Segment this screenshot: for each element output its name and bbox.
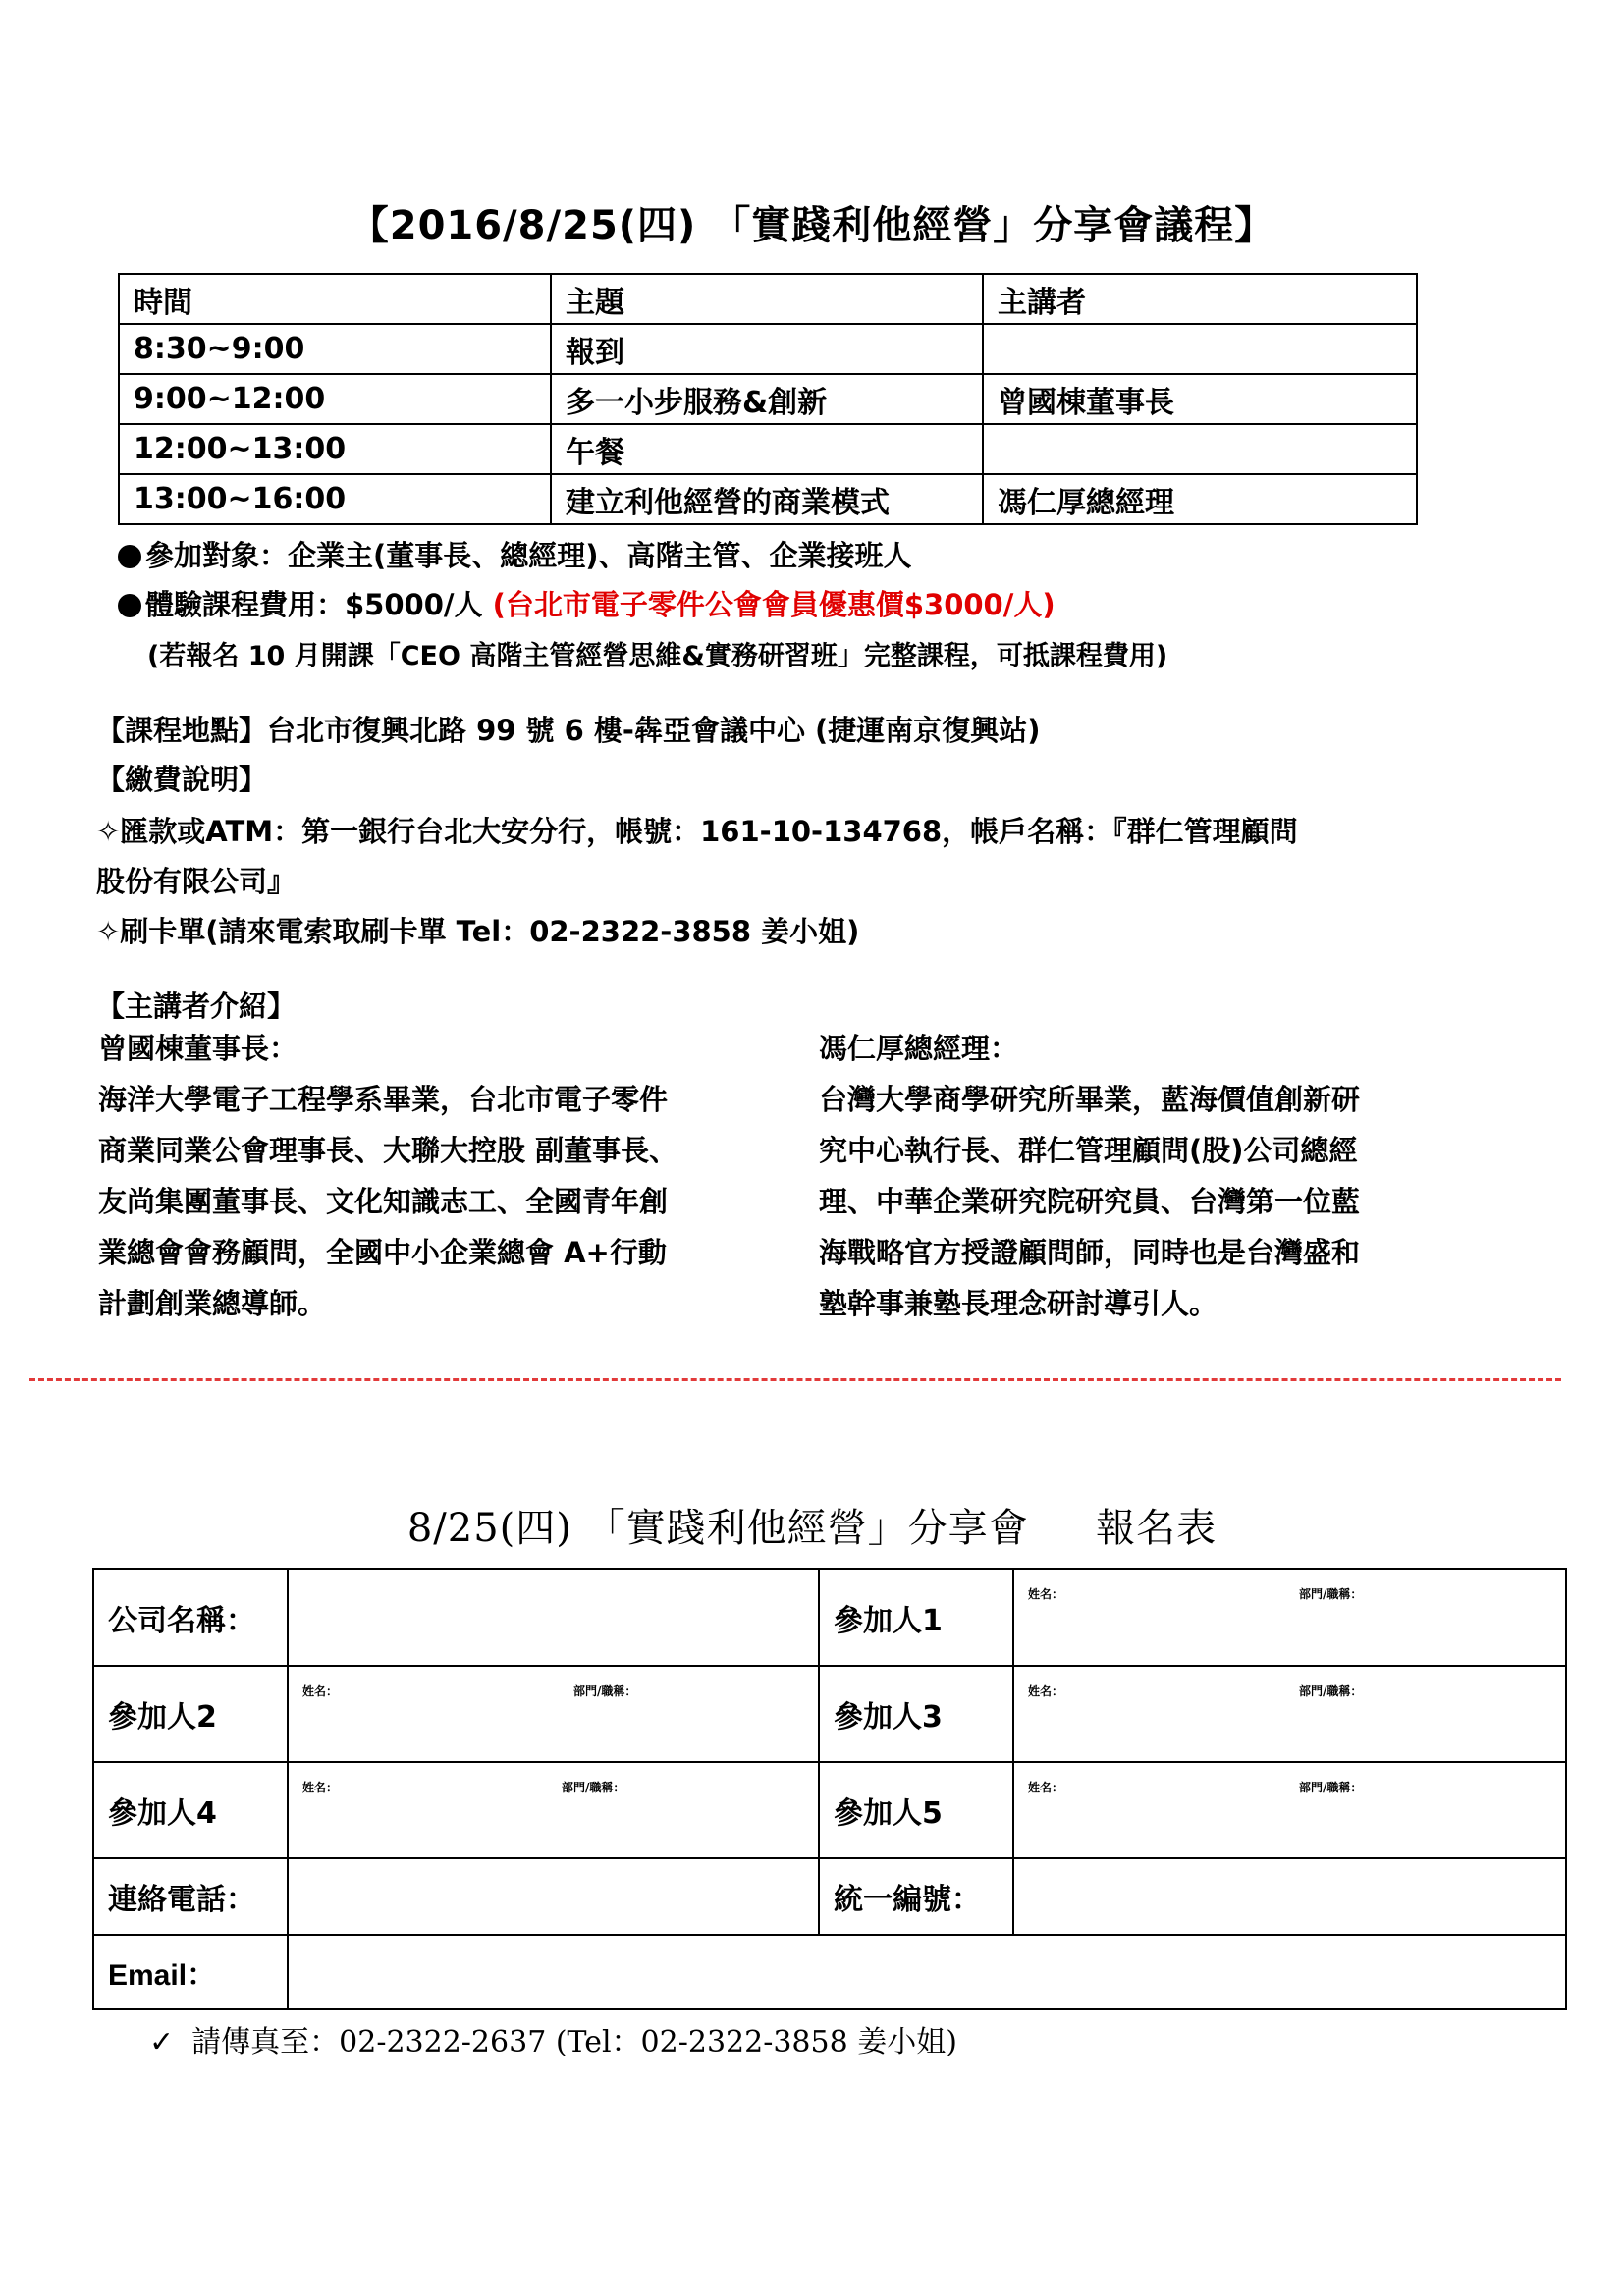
payment-atm-line: ✧匯款或ATM：第一銀行台北大安分行，帳號：161-10-134768，帳戶名稱：『群仁管理顧問 — [96, 815, 1298, 848]
name-caption: 姓名： — [302, 1781, 339, 1794]
fax-note: 請傳真至：02-2322-2637 (Tel：02-2322-3858 姜小姐) — [191, 2025, 957, 2059]
agenda-topic: 多一小步服務&創新 — [551, 374, 983, 424]
agenda-header-topic: 主題 — [551, 274, 983, 324]
taxid-field[interactable] — [1013, 1858, 1566, 1935]
agenda-header-time: 時間 — [119, 274, 551, 324]
participant-2-field[interactable] — [288, 1666, 819, 1762]
speaker-bio-line: 業總會會務顧問，全國中小企業總會 A+行動 — [98, 1236, 667, 1269]
agenda-topic: 午餐 — [551, 424, 983, 474]
speaker-bio-line: 海洋大學電子工程學系畢業，台北市電子零件 — [98, 1083, 669, 1116]
agenda-row — [119, 374, 1417, 424]
company-field[interactable] — [288, 1569, 819, 1666]
speaker-bio-line: 塾幹事兼塾長理念研討導引人。 — [819, 1287, 1218, 1320]
form-row — [93, 1858, 1566, 1935]
speaker-name: 曾國棟董事長： — [98, 1032, 298, 1065]
speaker-bio-line: 友尚集團董事長、文化知識志工、全國青年創 — [98, 1185, 669, 1218]
phone-label: 連絡電話： — [93, 1858, 288, 1935]
speaker-bio-line: 計劃創業總導師。 — [98, 1287, 327, 1320]
agenda-title: 【2016/8/25(四) 「實踐利他經營」分享會議程】 — [349, 203, 1275, 248]
agenda-topic: 建立利他經營的商業模式 — [551, 474, 983, 524]
speaker-bio-line: 理、中華企業研究院研究員、台灣第一位藍 — [819, 1185, 1361, 1218]
cut-line-divider — [29, 1378, 1561, 1381]
email-field[interactable] — [288, 1935, 1566, 2009]
payment-card-line: ✧刷卡單(請來電索取刷卡單 Tel：02-2322-3858 姜小姐) — [96, 915, 860, 948]
payment-atm-line-2: 股份有限公司』 — [96, 865, 297, 898]
agenda-row — [119, 474, 1417, 524]
bullet-icon — [118, 545, 141, 568]
speakers-heading: 【主講者介紹】 — [96, 989, 297, 1023]
registration-form — [92, 1568, 1567, 2010]
email-label: Email： — [93, 1935, 288, 2009]
audience-text: 參加對象：企業主(董事長、總經理)、高階主管、企業接班人 — [145, 539, 912, 572]
name-caption: 姓名： — [1028, 1781, 1064, 1794]
agenda-row — [119, 324, 1417, 374]
name-caption: 姓名： — [1028, 1587, 1064, 1601]
name-caption: 姓名： — [302, 1684, 339, 1698]
dept-caption: 部門/職稱： — [1299, 1684, 1363, 1698]
speaker-left — [98, 1023, 785, 1329]
dept-caption: 部門/職稱： — [1299, 1781, 1363, 1794]
participant-4-label: 參加人4 — [93, 1762, 288, 1858]
fee-note: (若報名 10 月開課「CEO 高階主管經營思維&實務研習班」完整課程，可抵課程費用) — [147, 641, 1168, 671]
agenda-speaker: 馮仁厚總經理 — [983, 474, 1417, 524]
check-icon: ✓ — [149, 2025, 175, 2059]
form-row — [93, 1935, 1566, 2009]
taxid-label: 統一編號： — [819, 1858, 1013, 1935]
form-row — [93, 1762, 1566, 1858]
speaker-name: 馮仁厚總經理： — [819, 1032, 1019, 1065]
participant-1-label: 參加人1 — [819, 1569, 1013, 1666]
fee-text: 體驗課程費用：$5000/人 — [145, 588, 483, 621]
agenda-topic: 報到 — [551, 324, 983, 374]
audience-line — [118, 534, 912, 574]
agenda-header-speaker: 主講者 — [983, 274, 1417, 324]
participant-3-label: 參加人3 — [819, 1666, 1013, 1762]
agenda-time: 8:30~9:00 — [119, 324, 551, 374]
fee-line — [118, 583, 1056, 623]
participant-4-field[interactable] — [288, 1762, 819, 1858]
fax-note-line — [149, 2017, 957, 2060]
fee-discount-text: (台北市電子零件公會會員優惠價$3000/人) — [492, 588, 1056, 621]
form-row — [93, 1666, 1566, 1762]
agenda-time: 13:00~16:00 — [119, 474, 551, 524]
form-title: 8/25(四) 「實踐利他經營」分享會 報名表 — [406, 1506, 1218, 1551]
agenda-row — [119, 424, 1417, 474]
phone-field[interactable] — [288, 1858, 819, 1935]
agenda-speaker — [983, 324, 1417, 374]
agenda-table — [118, 273, 1418, 525]
bullet-icon — [118, 594, 141, 617]
participant-1-field[interactable] — [1013, 1569, 1566, 1666]
participant-5-label: 參加人5 — [819, 1762, 1013, 1858]
agenda-speaker: 曾國棟董事長 — [983, 374, 1417, 424]
speaker-bio-line: 究中心執行長、群仁管理顧問(股)公司總經 — [819, 1134, 1358, 1167]
agenda-header-row — [119, 274, 1417, 324]
name-caption: 姓名： — [1028, 1684, 1064, 1698]
speaker-bio-line: 海戰略官方授證顧問師，同時也是台灣盛和 — [819, 1236, 1361, 1269]
participant-5-field[interactable] — [1013, 1762, 1566, 1858]
payment-heading: 【繳費說明】 — [96, 763, 268, 796]
agenda-speaker — [983, 424, 1417, 474]
speaker-bio-line: 台灣大學商學研究所畢業，藍海價值創新研 — [819, 1083, 1361, 1116]
speaker-bio-line: 商業同業公會理事長、大聯大控股 副董事長、 — [98, 1134, 678, 1167]
location-line: 【課程地點】台北市復興北路 99 號 6 樓-犇亞會議中心 (捷運南京復興站) — [96, 714, 1041, 747]
agenda-time: 9:00~12:00 — [119, 374, 551, 424]
company-label: 公司名稱： — [93, 1569, 288, 1666]
dept-caption: 部門/職稱： — [562, 1781, 625, 1794]
dept-caption: 部門/職稱： — [1299, 1587, 1363, 1601]
participant-2-label: 參加人2 — [93, 1666, 288, 1762]
form-row — [93, 1569, 1566, 1666]
speaker-right — [819, 1023, 1506, 1329]
participant-3-field[interactable] — [1013, 1666, 1566, 1762]
agenda-time: 12:00~13:00 — [119, 424, 551, 474]
dept-caption: 部門/職稱： — [573, 1684, 637, 1698]
